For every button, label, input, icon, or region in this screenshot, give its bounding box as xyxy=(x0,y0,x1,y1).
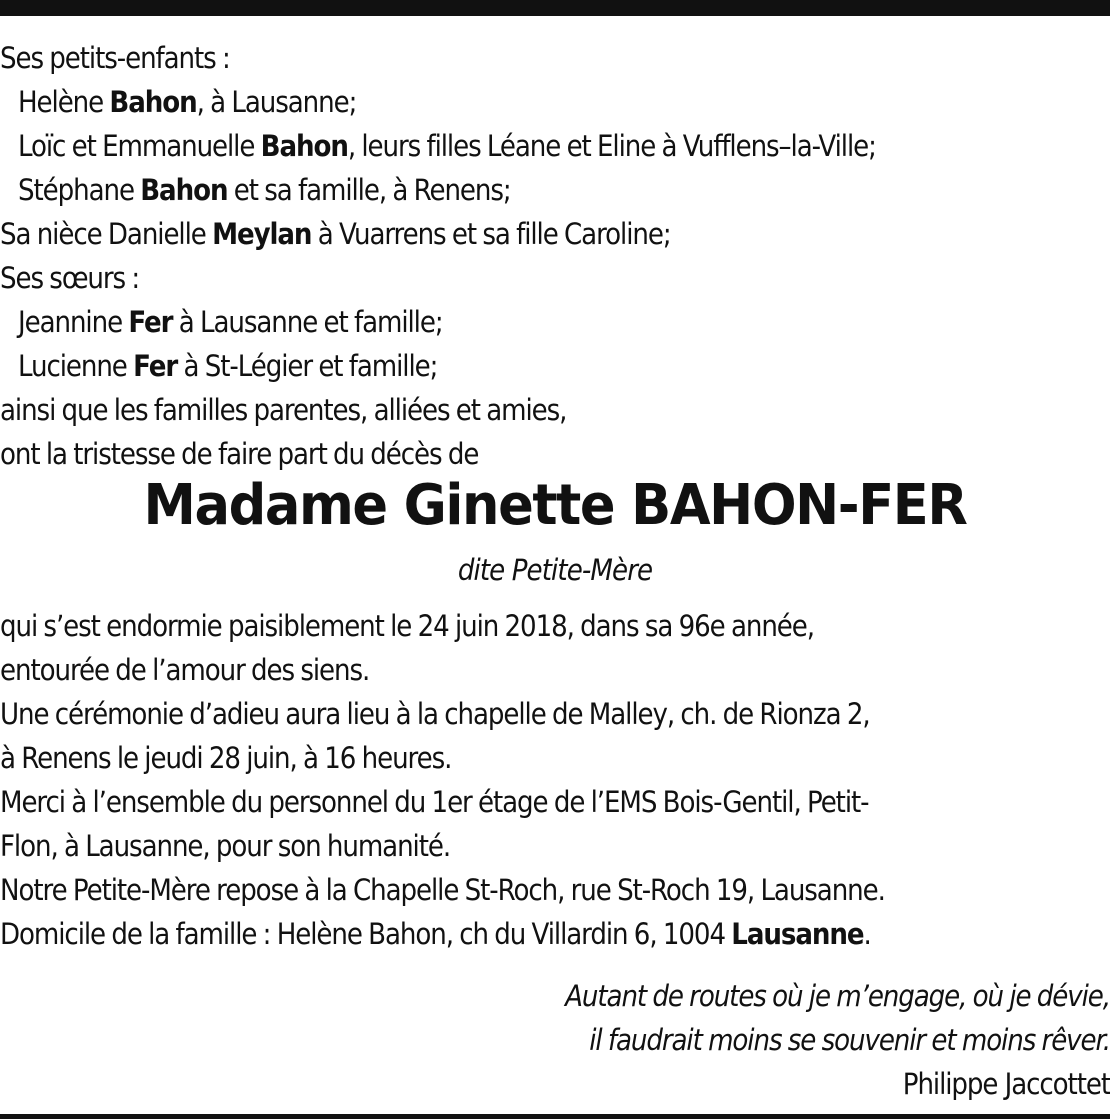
grandchild-helene: Helène Bahon, à Lausanne; xyxy=(18,85,357,119)
top-rule xyxy=(0,0,1110,16)
grandchild-loic: Loïc et Emmanuelle Bahon, leurs filles Léane et Eline à Vufflens–la-Ville; xyxy=(18,129,876,163)
sisters-heading: Ses sœurs : xyxy=(0,261,140,295)
announcement-line: ont la tristesse de faire part du décès de xyxy=(0,437,479,471)
grandchild-stephane: Stéphane Bahon et sa famille, à Renens; xyxy=(18,173,511,207)
bottom-rule xyxy=(0,1114,1110,1119)
quote-author: Philippe Jaccottet xyxy=(902,1067,1110,1101)
detail-line-4: à Renens le jeudi 28 juin, à 16 heures. xyxy=(0,741,452,775)
detail-line-5: Merci à l’ensemble du personnel du 1er étage de l’EMS Bois-Gentil, Petit- xyxy=(0,785,869,819)
detail-line-2: entourée de l’amour des siens. xyxy=(0,653,370,687)
notice-details xyxy=(0,604,1110,956)
quote-line-2: il faudrait moins se souvenir et moins rêver. xyxy=(589,1023,1110,1057)
closing-quote xyxy=(0,974,1110,1106)
sister-lucienne: Lucienne Fer à St-Légier et famille; xyxy=(18,349,438,383)
sister-jeannine: Jeannine Fer à Lausanne et famille; xyxy=(18,305,443,339)
detail-line-6: Flon, à Lausanne, pour son humanité. xyxy=(0,829,451,863)
detail-line-3: Une cérémonie d’adieu aura lieu à la chapelle de Malley, ch. de Rionza 2, xyxy=(0,697,870,731)
detail-line-7: Notre Petite-Mère repose à la Chapelle St-Roch, rue St-Roch 19, Lausanne. xyxy=(0,873,885,907)
other-families: ainsi que les familles parentes, alliées et amies, xyxy=(0,393,567,427)
quote-line-1: Autant de routes où je m’engage, où je dévie, xyxy=(565,979,1110,1013)
niece-line: Sa nièce Danielle Meylan à Vuarrens et sa fille Caroline; xyxy=(0,217,671,251)
deceased-nickname: dite Petite-Mère xyxy=(457,553,653,587)
grandchildren-heading: Ses petits-enfants : xyxy=(0,41,230,75)
detail-line-8: Domicile de la famille : Helène Bahon, ch du Villardin 6, 1004 Lausanne. xyxy=(0,917,871,951)
family-list xyxy=(0,36,1110,476)
deceased-name: Madame Ginette BAHON-FER xyxy=(143,473,967,538)
detail-line-1: qui s’est endormie paisiblement le 24 juin 2018, dans sa 96e année, xyxy=(0,609,814,643)
